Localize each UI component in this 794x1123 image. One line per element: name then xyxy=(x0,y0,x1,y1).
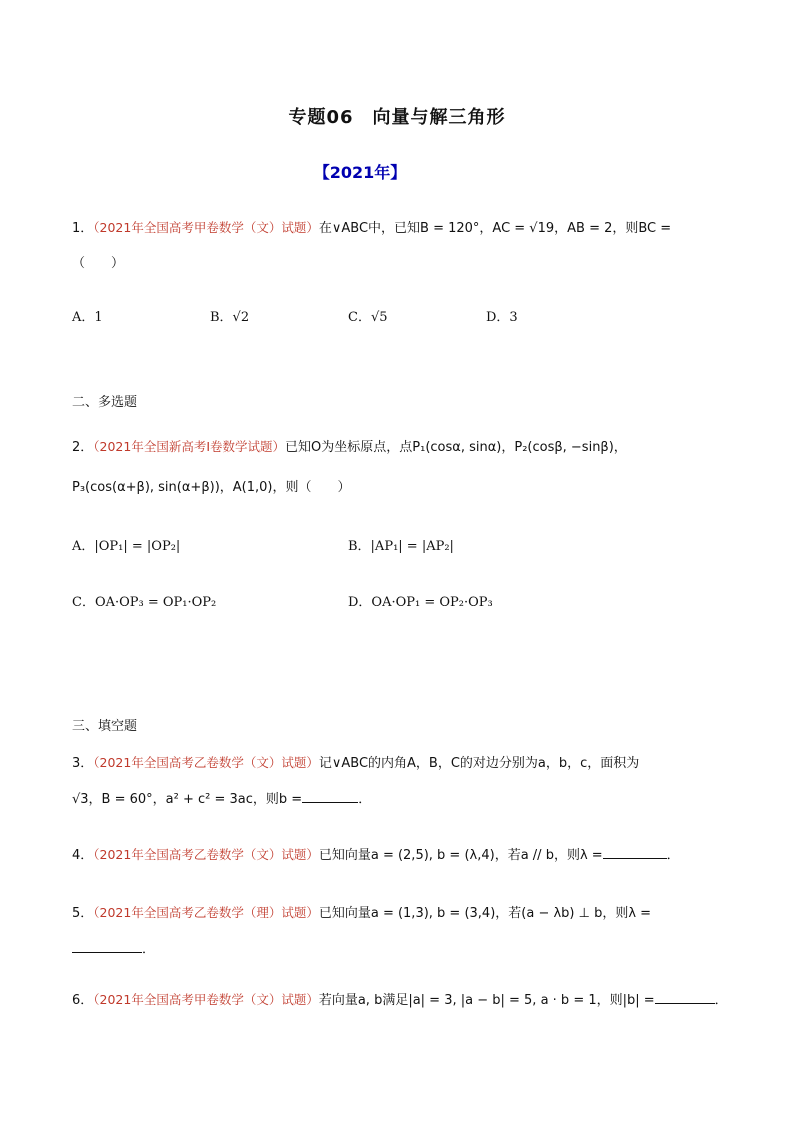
sentence-end: ． xyxy=(714,993,728,1008)
q1-option-b: B．√2 xyxy=(210,310,250,325)
question-text: √3，B = 60°，a² + c² = 3ac，则b = xyxy=(72,792,303,807)
q1-option-d: D．3 xyxy=(486,310,518,325)
question-text: 在∨ABC中，已知B = 120°，AC = √19，AB = 2，则BC = xyxy=(318,221,672,236)
question-text: 已知向量a = (1,3), b = (3,4)，若(a − λb) ⊥ b，则λ = xyxy=(318,906,652,921)
q2-option-a: A．|OP₁| = |OP₂| xyxy=(72,539,181,554)
question-5-line-2 xyxy=(72,940,155,960)
q2-option-c: C．OA·OP₃ = OP₁·OP₂ xyxy=(72,595,217,610)
q1-option-c: C．√5 xyxy=(348,310,388,325)
question-source: （2021年全国高考甲卷数学（文）试题） xyxy=(93,220,319,235)
question-3-line-2 xyxy=(72,790,371,810)
question-text: P₃(cos(α+β), sin(α+β))，A(1,0)，则（ ） xyxy=(72,480,351,495)
sentence-end: ． xyxy=(142,942,156,957)
question-text: 记∨ABC的内角A，B，C的对边分别为a，b，c，面积为 xyxy=(318,756,640,771)
answer-blank[interactable] xyxy=(655,991,715,1004)
question-source: （2021年全国高考乙卷数学（文）试题） xyxy=(93,755,319,770)
question-text: 若向量a, b满足|a| = 3, |a − b| = 5, a · b = 1，则|b| = xyxy=(318,993,655,1008)
question-source: （2021年全国高考乙卷数学（文）试题） xyxy=(93,847,319,862)
question-source: （2021年全国高考乙卷数学（理）试题） xyxy=(93,905,319,920)
question-text: 已知向量a = (2,5), b = (λ,4)，若a // b，则λ = xyxy=(318,848,603,863)
question-1 xyxy=(72,218,671,239)
question-number: 6． xyxy=(72,993,94,1008)
question-2 xyxy=(72,437,627,458)
question-number: 5． xyxy=(72,906,94,921)
q2-option-d: D．OA·OP₁ = OP₂·OP₃ xyxy=(348,595,493,610)
question-text: 已知O为坐标原点，点P₁(cosα, sinα)，P₂(cosβ, −sinβ)， xyxy=(285,440,627,455)
question-3 xyxy=(72,753,639,774)
sentence-end: ． xyxy=(666,848,680,863)
question-source: （2021年全国高考甲卷数学（文）试题） xyxy=(93,992,319,1007)
section-heading-fill: 三、填空题 xyxy=(72,719,138,734)
question-source: （2021年全国新高考Ⅰ卷数学试题） xyxy=(93,439,286,454)
question-2-line-2 xyxy=(72,478,350,498)
q2-option-b: B．|AP₁| = |AP₂| xyxy=(348,539,454,554)
question-5 xyxy=(72,903,651,924)
question-1-paren xyxy=(72,254,124,274)
section-heading-multi: 二、多选题 xyxy=(72,395,138,410)
question-6 xyxy=(72,990,728,1011)
sentence-end: ． xyxy=(358,792,372,807)
question-number: 2． xyxy=(72,440,94,455)
question-number: 1． xyxy=(72,221,94,236)
answer-blank[interactable] xyxy=(72,940,142,953)
question-number: 4． xyxy=(72,848,94,863)
year-heading: 【2021年】 xyxy=(313,163,407,182)
question-number: 3． xyxy=(72,756,94,771)
page-title: 专题06 向量与解三角形 xyxy=(288,107,506,128)
answer-paren: （ ） xyxy=(72,256,125,271)
answer-blank[interactable] xyxy=(302,790,358,803)
q1-option-a: A．1 xyxy=(72,310,103,325)
question-4 xyxy=(72,845,680,866)
answer-blank[interactable] xyxy=(603,846,667,859)
